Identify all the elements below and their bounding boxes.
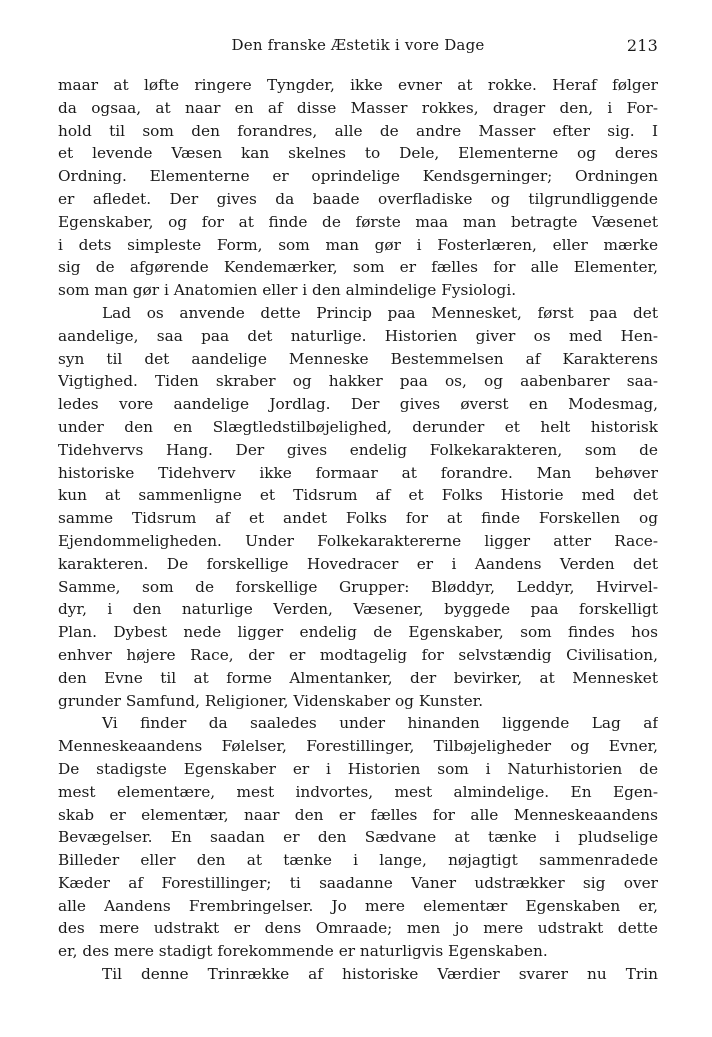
text-line: Kæder af Forestillinger; ti saadanne Vaner udstrækker sig over xyxy=(58,873,658,892)
text-line: Til denne Trinrække af historiske Værdier svarer nu Trin xyxy=(102,965,658,984)
text-line: Plan. Dybest nede ligger endelig de Egenskaber, som findes hos xyxy=(58,623,658,642)
text-line: hold til som den forandres, alle de andre Masser efter sig. I xyxy=(58,121,658,140)
text-line: Menneskeaandens Følelser, Forestillinger, Tilbøjeligheder og Evner, xyxy=(58,737,658,756)
text-line: Tidehvervs Hang. Der gives endelig Folkekarakteren, som de xyxy=(58,440,658,459)
text-line: enhver højere Race, der er modtagelig for selvstændig Civilisation, xyxy=(58,645,658,664)
text-line: Samme, som de forskellige Grupper: Bløddyr, Leddyr, Hvirvel- xyxy=(58,577,658,596)
text-line: grunder Samfund, Religioner, Videnskaber og Kunster. xyxy=(58,691,484,710)
text-line: dyr, i den naturlige Verden, Væsener, byggede paa forskelligt xyxy=(58,600,658,619)
running-head xyxy=(58,34,658,62)
text-line: syn til det aandelige Menneske Bestemmelsen af Karakterens xyxy=(58,349,658,368)
text-line: Vigtighed. Tiden skraber og hakker paa os, og aabenbarer saa- xyxy=(58,372,658,391)
text-line: Ordning. Elementerne er oprindelige Kendsgerninger; Ordningen xyxy=(58,167,658,186)
text-line: som man gør i Anatomien eller i den almindelige Fysiologi. xyxy=(58,281,517,300)
book-page xyxy=(58,34,658,986)
text-line: er, des mere stadigt forekommende er naturligvis Egenskaben. xyxy=(58,942,548,961)
text-line: Billeder eller den at tænke i lange, nøjagtigt sammenradede xyxy=(58,851,658,870)
page-number: 213 xyxy=(626,36,658,55)
text-line: ledes vore aandelige Jordlag. Der gives øverst en Modesmag, xyxy=(58,395,658,414)
text-line: et levende Væsen kan skelnes to Dele, Elementerne og deres xyxy=(58,144,658,163)
text-line: samme Tidsrum af et andet Folks for at finde Forskellen og xyxy=(58,509,658,528)
text-line: Lad os anvende dette Princip paa Mennesket, først paa det xyxy=(102,303,658,322)
text-line: aandelige, saa paa det naturlige. Historien giver os med Hen- xyxy=(58,326,658,345)
text-line: De stadigste Egenskaber er i Historien som i Naturhistorien de xyxy=(58,759,658,778)
text-line: kun at sammenligne et Tidsrum af et Folks Historie med det xyxy=(58,486,658,505)
body-text xyxy=(58,74,658,986)
text-line: sig de afgørende Kendemærker, som er fælles for alle Elementer, xyxy=(58,258,658,277)
running-title: Den franske Æstetik i vore Dage xyxy=(231,36,485,54)
text-line: under den en Slægtledstilbøjelighed, derunder et helt historisk xyxy=(58,417,658,436)
text-line: skab er elementær, naar den er fælles for alle Menneskeaandens xyxy=(58,805,658,824)
text-line: Bevægelser. En saadan er den Sædvane at tænke i pludselige xyxy=(58,828,658,847)
text-line: karakteren. De forskellige Hovedracer er i Aandens Verden det xyxy=(58,554,658,573)
text-line: den Evne til at forme Almentanker, der bevirker, at Mennesket xyxy=(58,668,658,687)
text-line: des mere udstrakt er dens Omraade; men jo mere udstrakt dette xyxy=(58,919,658,938)
text-line: mest elementære, mest indvortes, mest almindelige. En Egen- xyxy=(58,782,658,801)
text-line: Ejendommeligheden. Under Folkekaraktererne ligger atter Race- xyxy=(58,531,658,550)
text-line: alle Aandens Frembringelser. Jo mere elementær Egenskaben er, xyxy=(58,896,658,915)
text-line: i dets simpleste Form, som man gør i Fosterlæren, eller mærke xyxy=(58,235,658,254)
text-line: Egenskaber, og for at finde de første maa man betragte Væsenet xyxy=(58,212,658,231)
text-line: da ogsaa, at naar en af disse Masser rokkes, drager den, i For- xyxy=(58,98,658,117)
text-line: maar at løfte ringere Tyngder, ikke evner at rokke. Heraf følger xyxy=(58,76,658,94)
text-line: historiske Tidehverv ikke formaar at forandre. Man behøver xyxy=(58,463,658,482)
text-line: Vi finder da saaledes under hinanden liggende Lag af xyxy=(102,714,658,733)
text-line: er afledet. Der gives da baade overfladiske og tilgrundliggende xyxy=(58,189,658,208)
